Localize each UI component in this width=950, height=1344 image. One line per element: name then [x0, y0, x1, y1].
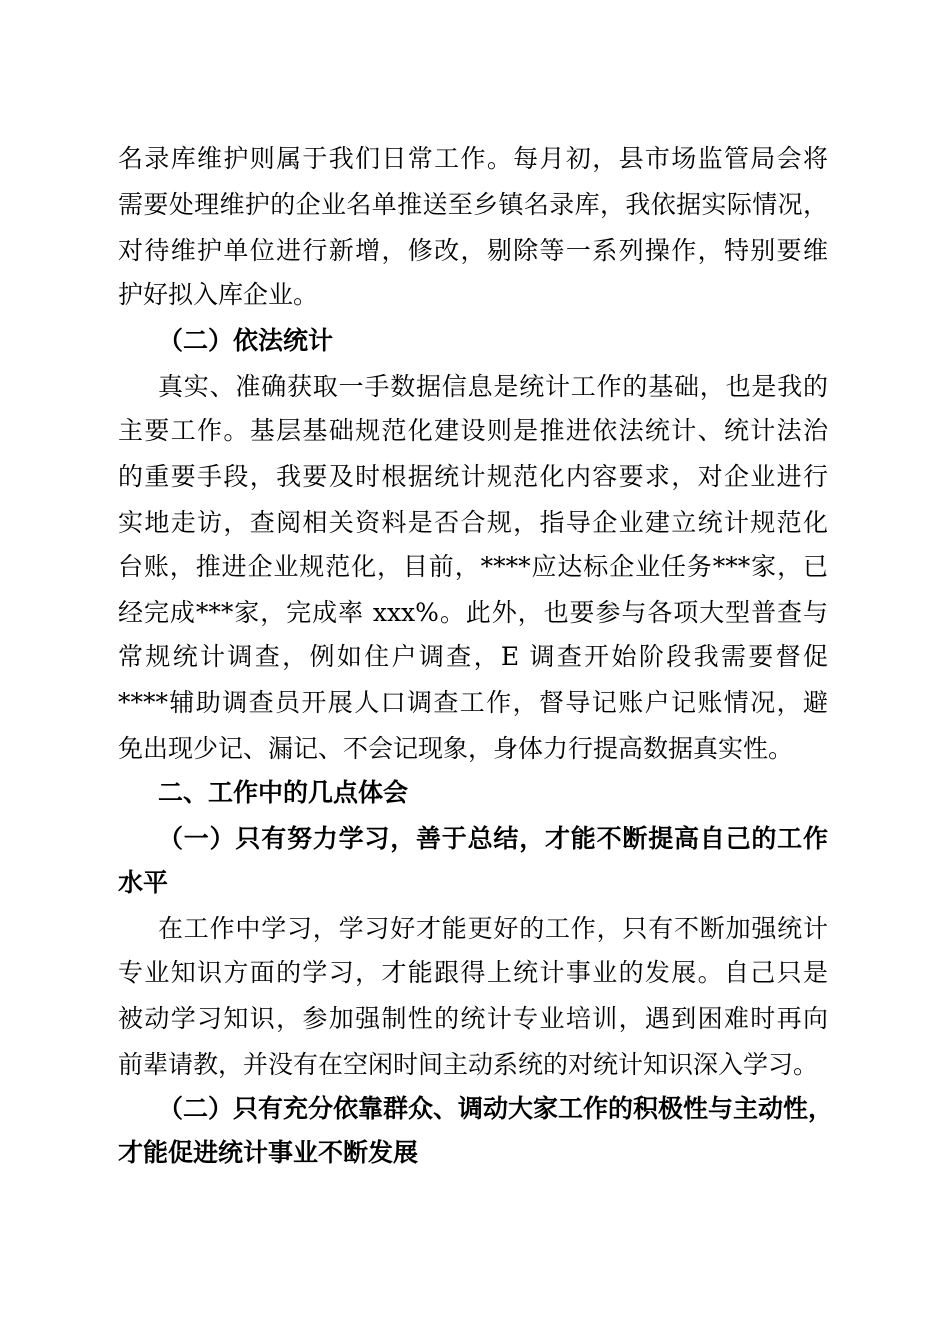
paragraph-line: 名录库维护则属于我们日常工作。每月初，县市场监管局会将 [118, 144, 828, 173]
paragraph-line: 实地走访，查阅相关资料是否合规，指导企业建立统计规范化 [118, 508, 828, 537]
paragraph-line: 真实、准确获取一手数据信息是统计工作的基础，也是我的 [158, 372, 828, 401]
paragraph-line: 护好拟入库企业。 [118, 280, 319, 309]
paragraph-line: 在工作中学习，学习好才能更好的工作，只有不断加强统计 [158, 914, 828, 943]
paragraph-line: 主要工作。基层基础规范化建设则是推进依法统计、统计法治 [118, 416, 828, 445]
paragraph-line: 免出现少记、漏记、不会记现象，身体力行提高数据真实性。 [118, 734, 794, 763]
paragraph-line: ****辅助调查员开展人口调查工作，督导记账户记账情况，避 [118, 688, 828, 717]
paragraph-line: 的重要手段，我要及时根据统计规范化内容要求，对企业进行 [118, 462, 828, 491]
paragraph-line: 对待维护单位进行新增，修改，剔除等一系列操作，特别要维 [118, 236, 828, 265]
section-heading: 水平 [118, 868, 169, 897]
paragraph-line: 专业知识方面的学习，才能跟得上统计事业的发展。自己只是 [118, 958, 828, 987]
section-heading: （一）只有努力学习，善于总结，才能不断提高自己的工作 [158, 824, 828, 853]
section-heading: 才能促进统计事业不断发展 [118, 1138, 419, 1167]
section-heading: （二）依法统计 [158, 326, 334, 355]
chapter-heading: 二、工作中的几点体会 [158, 778, 409, 807]
paragraph-line: 常规统计调查，例如住户调查，E 调查开始阶段我需要督促 [118, 642, 828, 671]
paragraph-line: 经完成***家，完成率 xxx%。此外，也要参与各项大型普查与 [118, 598, 828, 627]
paragraph-line: 台账，推进企业规范化，目前，****应达标企业任务***家，已 [118, 552, 828, 581]
paragraph-line: 被动学习知识，参加强制性的统计专业培训，遇到困难时再向 [118, 1004, 828, 1033]
section-heading: （二）只有充分依靠群众、调动大家工作的积极性与主动性， [158, 1094, 834, 1123]
paragraph-line: 需要处理维护的企业名单推送至乡镇名录库，我依据实际情况， [118, 190, 828, 219]
paragraph-line: 前辈请教，并没有在空闲时间主动系统的对统计知识深入学习。 [118, 1050, 819, 1079]
